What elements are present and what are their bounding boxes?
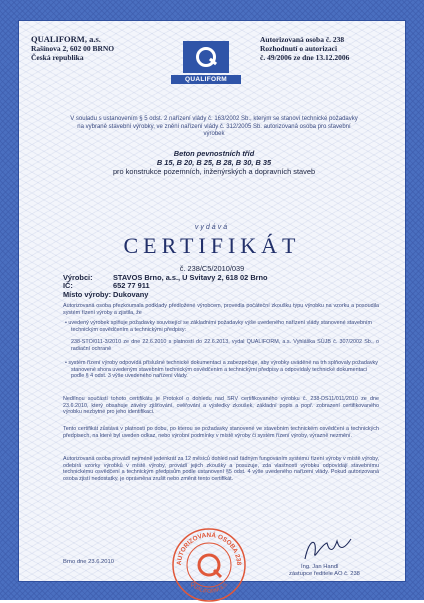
authorization-block (260, 35, 349, 62)
signatory-role: zástupce ředitele AO č. 238 (289, 571, 360, 577)
intro-text: V souladu s ustanovením § 5 odst. 2 nařízení vlády č. 163/2002 Sb., kterým se stanoví technické požadavky na vybrané stavební výrobky, ve znění nařízení vlády č. 312/2005 Sb. autorizovaná osoba pro stavební výrobek (70, 116, 358, 138)
certificate-title: CERTIFIKÁT (123, 233, 301, 258)
paragraph-validity: Tento certifikát zůstává v platnosti po dobu, po kterou se požadavky stanovené ve stavebním technickém osvědčení a technických předpisech, na které byl uveden odkaz, nebo výrobní podmínky v místě výroby či systém řízení výroby, výrazně nezmění. (63, 426, 379, 439)
product-line-2: B 15, B 20, B 25, B 28, B 30, B 35 (156, 158, 272, 167)
qualiform-logo (171, 41, 241, 89)
paragraph-protocol: Nedílnou součástí tohoto certifikátu je Protokol o dohledu nad SRV certifikovaného výrobku č. 238-DS11/011/2010 ze dne 23.6.2010, který obsahuje závěry zjišťování, ověřování a výsledky zkoušek, základní popis a popř. zobrazení certifikovaného výrobku nezbytné pro jeho identifikaci. (63, 396, 379, 415)
issue-date: Brno dne 23.6.2010 (63, 559, 114, 565)
issuer-block (31, 35, 114, 62)
svg-text:QUALIFORM a.s. (189, 581, 230, 595)
field-value: STAVOS Brno, a.s., U Svitavy 2, 618 02 Brno (113, 273, 268, 282)
q-logo-icon (183, 41, 229, 73)
product-line-1: Beton pevnostních tříd (173, 149, 255, 158)
bullet-production-control: • systém řízení výroby odpovídá příslušné technické dokumentaci a zabezpečuje, aby výrobky uváděné na trh splňovaly požadavky stanovené shora uvedeným stavebním technickým osvědčením a technickými předpisy a odpovídaly technické dokumentaci podle § 4 odst. 3 výše uvedeného nařízení vlády. (65, 360, 378, 379)
paragraph-technical-approval: 238-STO/011-3/2010 ze dne 22.6.2010 s platností do 22.6.2013, vydal QUALIFORM, a.s. Vyhláška SÚJB č. 307/2002 Sb., o radiační ochraně (71, 339, 379, 352)
field-row (63, 291, 268, 299)
authorization-stamp (171, 527, 247, 603)
stamp-bottom-text: QUALIFORM a.s. (188, 581, 230, 596)
field-key: Místo výroby: (63, 289, 112, 299)
product-line-3: pro konstrukce pozemních, inženýrských a dopravních staveb (112, 167, 316, 176)
field-value: Dukovany (113, 289, 149, 299)
certificate-number: č. 238/C5/2010/039 (179, 264, 245, 273)
authorization-line-3: č. 49/2006 ze dne 13.12.2006 (260, 53, 350, 62)
issues-label: vydává (194, 224, 230, 231)
field-key: IČ: (63, 281, 73, 291)
issuer-address-2: Česká republika (31, 53, 84, 62)
signatory-block (289, 564, 360, 578)
logo-text: QUALIFORM (171, 75, 241, 84)
field-row (63, 274, 268, 282)
stamp-top-text: AUTORIZOVANÁ OSOBA 238 (175, 531, 243, 566)
paragraph-assessment: Autorizovaná osoba přezkoumala podklady předložené výrobcem, provedla počáteční zkoušku typu výrobku na vzorku a posoudila systém řízení výroby a zjistila, že (63, 303, 379, 316)
product-block (49, 149, 379, 176)
field-key: Výrobci: (63, 273, 93, 282)
signatory-name: Ing. Jan Handl (301, 564, 339, 570)
handwritten-signature (299, 533, 359, 565)
issuer-name: QUALIFORM, a.s. (31, 34, 101, 44)
bullet-requirements: • uvedený výrobek splňuje požadavky související se základními požadavky výše uvedeného nařízení vlády stanovené stavebním technickým osvědčením a technickými předpisy: (65, 320, 372, 333)
authorization-line-1: Autorizovaná osoba č. 238 (260, 35, 345, 44)
authorization-line-2: Rozhodnutí o autorizaci (260, 44, 338, 53)
field-value: 652 77 911 (113, 281, 150, 291)
issuer-address-1: Rašínova 2, 602 00 BRNO (31, 44, 115, 53)
certificate-body (18, 20, 406, 596)
svg-text:AUTORIZOVANÁ OSOBA 238 (176, 530, 242, 566)
paragraph-surveillance: Autorizovaná osoba provádí nejméně jedenkrát za 12 měsíců dohled nad řádným fungováním systému řízení výroby v místě výroby, odebírá vzorky výrobků v místě výroby, provádí jejich zkoušky a posuzuje, zda vlastnosti výrobku odpovídají stavebnímu technickému osvědčení a technickým předpisům podle ustanovení §5 odst. 4 výše uvedeného nařízení vlády. Pokud autorizovaná osoba zjistí nedostatky, je oprávněna zrušit nebo změnit tento certifikát. (63, 456, 379, 482)
manufacturer-fields (63, 274, 268, 299)
